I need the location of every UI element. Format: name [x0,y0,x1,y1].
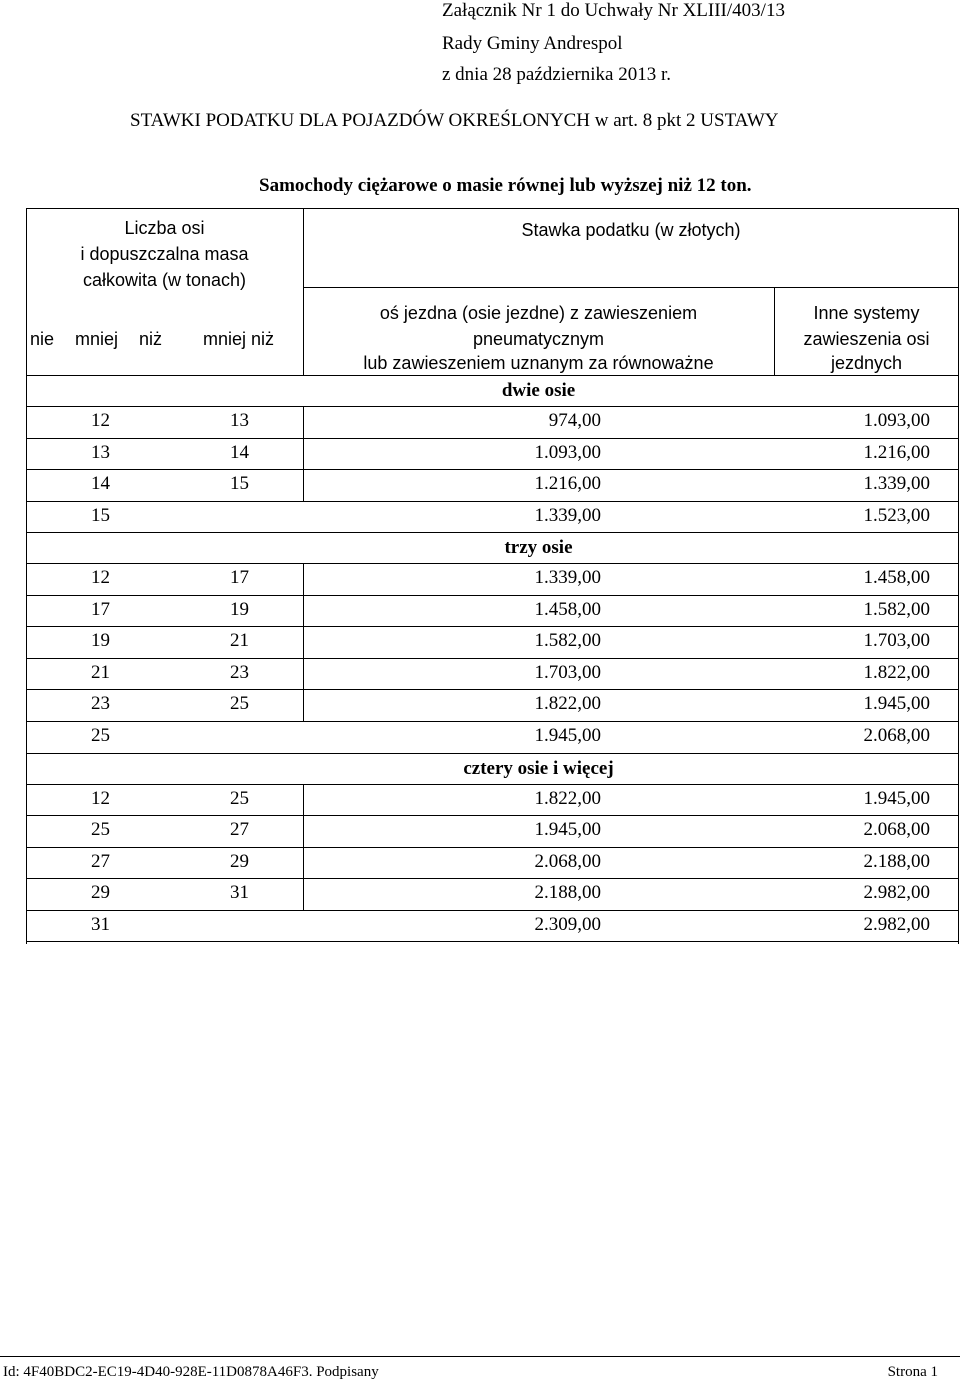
max-weight-cell: 17 [230,567,249,588]
other-rate-cell: 1.339,00 [863,473,930,494]
max-weight-cell: 13 [230,410,249,431]
table-row [26,878,959,908]
pneumatic-rate-cell: 2.068,00 [534,851,601,872]
attachment-header-line: Załącznik Nr 1 do Uchwały Nr XLIII/403/13 [442,0,785,21]
other-rate-cell: 1.945,00 [863,788,930,809]
other-rate-cell: 1.945,00 [863,693,930,714]
pneumatic-rate-cell: 1.216,00 [534,473,601,494]
min-weight-cell: 27 [91,851,110,872]
column-rule [303,626,304,658]
column-rule [303,658,304,690]
pneumatic-rate-cell: 2.188,00 [534,882,601,903]
pneumatic-header-line: oś jezdna (osie jezdne) z zawieszeniem [379,303,698,323]
council-name: Rady Gminy Andrespol [442,33,623,54]
min-weight-cell: 23 [91,693,110,714]
table-row [26,815,959,845]
other-rate-cell: 2.068,00 [863,725,930,746]
table-row [26,438,959,468]
pneumatic-rate-cell: 974,00 [548,410,601,431]
other-rate-cell: 1.703,00 [863,630,930,651]
table-row [26,595,959,625]
max-weight-header: mniej niż [203,329,275,349]
other-rate-cell: 2.982,00 [863,882,930,903]
max-weight-cell: 23 [230,662,249,683]
table-row [26,689,959,719]
page-footer [0,1356,960,1384]
other-suspension-header-line: jezdnych [830,353,903,373]
table-row [26,469,959,499]
other-suspension-header-line: Inne systemy [813,303,920,323]
column-rule [303,878,304,910]
table-row [26,721,959,751]
pneumatic-rate-cell: 1.945,00 [534,725,601,746]
min-weight-header: nie mniej niż [30,329,163,349]
min-weight-cell: 17 [91,599,110,620]
table-border-top [26,208,959,209]
page-number: Strona 1 [887,1364,938,1380]
axes-header-line: całkowita (w tonach) [82,270,247,290]
max-weight-cell: 25 [230,693,249,714]
max-weight-cell: 29 [230,851,249,872]
pneumatic-rate-cell: 1.582,00 [534,630,601,651]
max-weight-cell: 31 [230,882,249,903]
column-rule [303,815,304,847]
column-rule [303,563,304,595]
pneumatic-rate-cell: 1.703,00 [534,662,601,683]
other-rate-cell: 1.822,00 [863,662,930,683]
table-row [26,406,959,436]
max-weight-cell: 19 [230,599,249,620]
other-rate-cell: 2.982,00 [863,914,930,935]
pneumatic-rate-cell: 1.339,00 [534,567,601,588]
min-weight-cell: 12 [91,788,110,809]
table-row [26,563,959,593]
column-rule [303,847,304,879]
min-weight-cell: 12 [91,410,110,431]
other-rate-cell: 2.188,00 [863,851,930,872]
other-rate-cell: 1.458,00 [863,567,930,588]
column-rule [303,689,304,721]
table-row [26,784,959,814]
column-rule [303,784,304,816]
max-weight-cell: 21 [230,630,249,651]
other-rate-cell: 1.582,00 [863,599,930,620]
pneumatic-header-line: lub zawieszeniem uznanym za równoważne [363,353,714,373]
section-label: dwie osie [501,380,576,401]
min-weight-cell: 21 [91,662,110,683]
other-rate-cell: 1.523,00 [863,505,930,526]
document-id: Id: 4F40BDC2-EC19-4D40-928E-11D0878A46F3. Podpisany [3,1364,379,1380]
table-subtitle: Samochody ciężarowe o masie równej lub wyższej niż 12 ton. [259,175,752,196]
axes-header-line: Liczba osi [124,218,205,238]
rate-header: Stawka podatku (w złotych) [521,220,741,240]
pneumatic-rate-cell: 1.339,00 [534,505,601,526]
column-rule [303,438,304,470]
max-weight-cell: 25 [230,788,249,809]
pneumatic-rate-cell: 1.945,00 [534,819,601,840]
min-weight-cell: 14 [91,473,110,494]
table-rule [26,375,959,376]
table-border-bottom [26,941,959,942]
column-rule [303,406,304,438]
section-separator [26,532,959,533]
pneumatic-rate-cell: 1.093,00 [534,442,601,463]
other-rate-cell: 2.068,00 [863,819,930,840]
section-label: cztery osie i więcej [463,757,614,779]
other-rate-cell: 1.093,00 [863,410,930,431]
axes-header-line: i dopuszczalna masa [80,244,249,264]
column-rule [303,595,304,627]
min-weight-cell: 19 [91,630,110,651]
resolution-date: z dnia 28 października 2013 r. [442,64,671,85]
other-rate-cell: 1.216,00 [863,442,930,463]
table-rule [303,287,959,288]
table-row [26,658,959,688]
min-weight-cell: 13 [91,442,110,463]
max-weight-cell: 15 [230,473,249,494]
document-title: STAWKI PODATKU DLA POJAZDÓW OKREŚLONYCH w art. 8 pkt 2 USTAWY [130,110,779,131]
section-label: trzy osie [504,537,573,559]
min-weight-cell: 29 [91,882,110,903]
pneumatic-header-line: pneumatycznym [472,329,605,349]
pneumatic-rate-cell: 1.822,00 [534,788,601,809]
min-weight-cell: 12 [91,567,110,588]
table-row [26,501,959,531]
min-weight-cell: 15 [91,505,110,526]
pneumatic-rate-cell: 1.822,00 [534,693,601,714]
max-weight-cell: 27 [230,819,249,840]
tax-rate-table [26,208,959,944]
column-rule [303,469,304,501]
table-row [26,910,959,940]
max-weight-cell: 14 [230,442,249,463]
min-weight-cell: 31 [91,914,110,935]
section-separator [26,753,959,754]
other-suspension-header-line: zawieszenia osi [803,329,930,349]
table-row [26,626,959,656]
min-weight-cell: 25 [91,819,110,840]
pneumatic-rate-cell: 1.458,00 [534,599,601,620]
pneumatic-rate-cell: 2.309,00 [534,914,601,935]
min-weight-cell: 25 [91,725,110,746]
table-row [26,847,959,877]
